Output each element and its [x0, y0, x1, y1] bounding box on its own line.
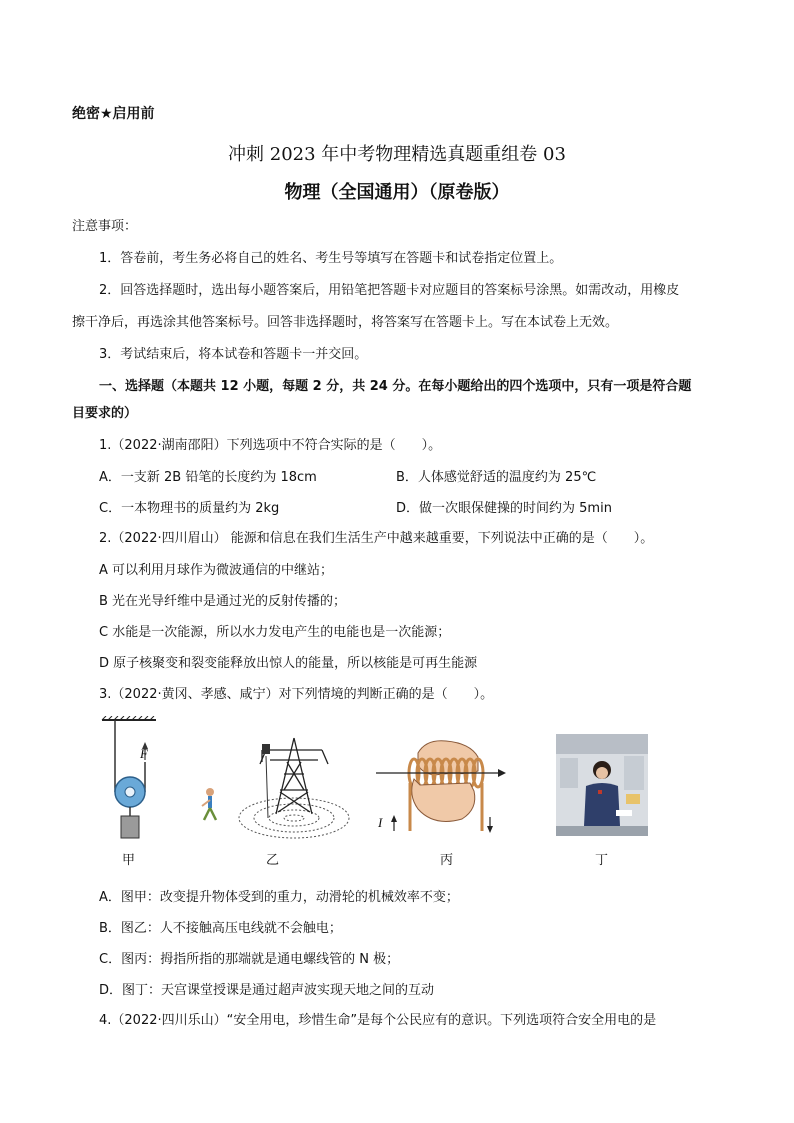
- figure-label-ding: 丁: [595, 853, 609, 868]
- confidential-mark: 绝密★启用前: [72, 106, 155, 122]
- q1-option-a: A．一支新 2B 铅笔的长度约为 18cm: [99, 470, 317, 485]
- figure-label-bing: 丙: [440, 853, 454, 868]
- q3-option-a: A．图甲：改变提升物体受到的重力，动滑轮的机械效率不变；: [99, 890, 459, 905]
- q1-option-b: B．人体感觉舒适的温度约为 25℃: [396, 470, 597, 485]
- exam-title: 冲刺 2023 年中考物理精选真题重组卷 03: [228, 144, 566, 165]
- section-heading: 一、选择题（本题共 12 小题，每题 2 分，共 24 分。在每小题给出的四个选项中，只有一项是符合题: [99, 379, 692, 394]
- space-classroom-photo: [556, 734, 648, 836]
- q2-option-c: C 水能是一次能源，所以水力发电产生的电能也是一次能源；: [99, 625, 451, 640]
- question-4-stem: 4.（2022·四川乐山）“安全用电，珍惜生命”是每个公民应有的意识。下列选项符合安全用电的是: [99, 1013, 657, 1028]
- notes-heading: 注意事项：: [72, 219, 138, 234]
- question-2-stem: 2.（2022·四川眉山） 能源和信息在我们生活生产中越来越重要，下列说法中正确的是（ ）。: [99, 531, 654, 546]
- pulley-figure: [100, 716, 160, 846]
- power-tower-figure: [196, 734, 352, 844]
- q1-option-d: D．做一次眼保健操的时间约为 5min: [396, 501, 612, 516]
- note-item: 3．考试结束后，将本试卷和答题卡一并交回。: [99, 347, 368, 362]
- figure-label-yi: 乙: [266, 853, 280, 868]
- note-item: 擦干净后，再选涂其他答案标号。回答非选择题时，将答案写在答题卡上。写在本试卷上无效。: [72, 315, 619, 330]
- q3-option-b: B．图乙：人不接触高压电线就不会触电；: [99, 921, 342, 936]
- figure-label-jia: 甲: [122, 853, 136, 868]
- q2-option-d: D 原子核聚变和裂变能释放出惊人的能量，所以核能是可再生能源: [99, 656, 478, 671]
- exam-subtitle: 物理（全国通用）（原卷版）: [284, 182, 510, 203]
- force-label: F: [140, 746, 148, 761]
- solenoid-hand-figure: [374, 735, 514, 845]
- q3-option-c: C．图丙：拇指所指的那端就是通电螺线管的 N 极；: [99, 952, 400, 967]
- note-item: 2．回答选择题时，选出每小题答案后，用铅笔把答题卡对应题目的答案标号涂黑。如需改动，用橡皮: [99, 283, 680, 298]
- q3-option-d: D．图丁：天宫课堂授课是通过超声波实现天地之间的互动: [99, 983, 435, 998]
- note-item: 1．答卷前，考生务必将自己的姓名、考生号等填写在答题卡和试卷指定位置上。: [99, 251, 563, 266]
- current-label: I: [378, 815, 383, 830]
- section-heading-cont: 目要求的）: [72, 406, 138, 421]
- question-3-stem: 3.（2022·黄冈、孝感、咸宁）对下列情境的判断正确的是（ ）。: [99, 687, 494, 702]
- question-1-stem: 1.（2022·湖南邵阳）下列选项中不符合实际的是（ ）。: [99, 438, 442, 453]
- q2-option-a: A 可以利用月球作为微波通信的中继站；: [99, 563, 334, 578]
- q2-option-b: B 光在光导纤维中是通过光的反射传播的；: [99, 594, 347, 609]
- q1-option-c: C．一本物理书的质量约为 2kg: [99, 501, 280, 516]
